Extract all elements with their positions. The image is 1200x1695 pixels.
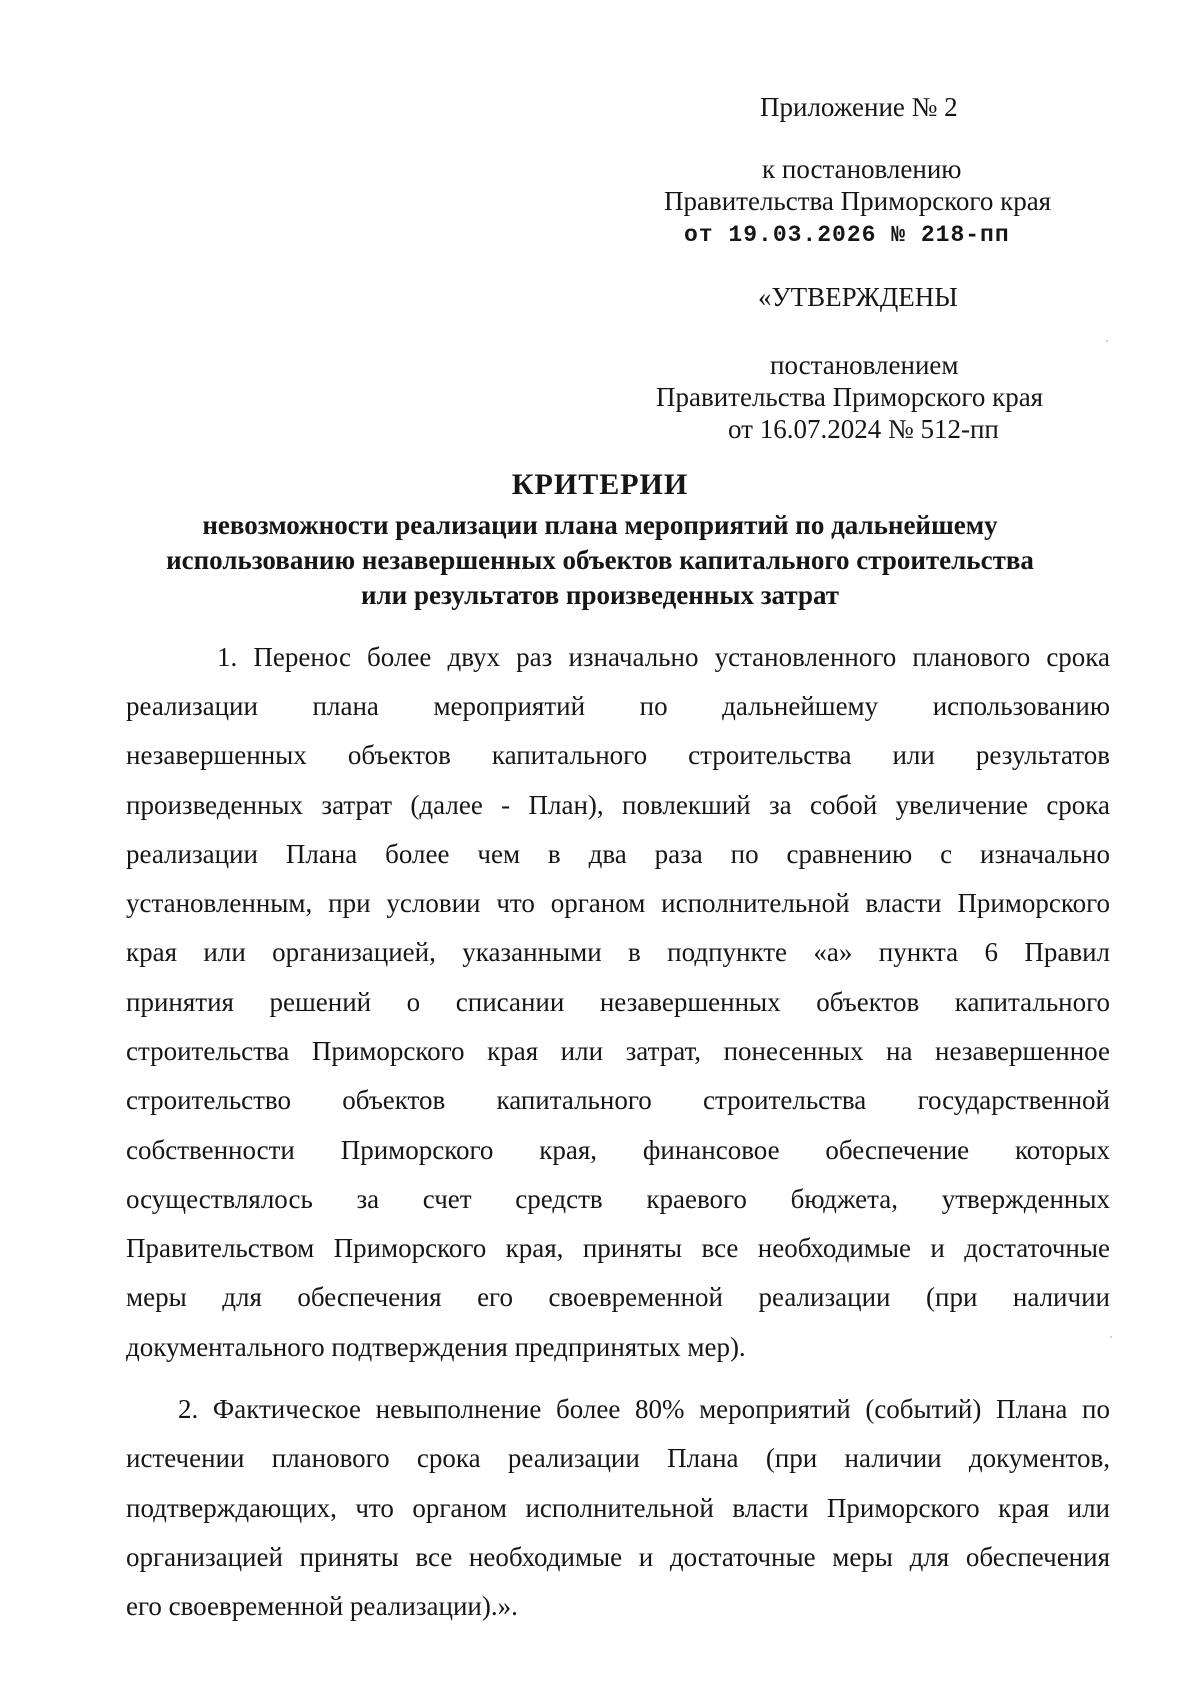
scan-speck <box>1106 340 1108 342</box>
paragraph-1-line: незавершенных объектов капитального строительства или результатов <box>126 740 1110 770</box>
scan-speck <box>1110 1336 1112 1338</box>
document-subtitle-line: или результатов произведенных затрат <box>360 580 840 610</box>
paragraph-1-line: принятия решений о списании незавершенных объектов капитального <box>126 987 1110 1017</box>
paragraph-1-line: 1. Перенос более двух раз изначально установленного планового срока <box>217 642 1110 672</box>
paragraph-1-line: строительство объектов капитального строительства государственной <box>126 1085 1110 1115</box>
paragraph-1-line: края или организацией, указанными в подпункте «а» пункта 6 Правил <box>126 937 1110 967</box>
document-subtitle-line: невозможности реализации плана мероприятий по дальнейшему <box>202 510 998 540</box>
paragraph-2-line: истечении планового срока реализации Плана (при наличии документов, <box>126 1443 1110 1473</box>
approved-label: «УТВЕРЖДЕНЫ <box>758 282 958 312</box>
paragraph-2-line: его своевременной реализации).». <box>126 1591 518 1621</box>
resolution-number-stamp: от 19.03.2026 № 218-пп <box>684 222 1010 248</box>
paragraph-2-line: подтверждающих, что органом исполнительной власти Приморского края или <box>126 1493 1110 1523</box>
paragraph-1-line: Правительством Приморского края, приняты все необходимые и достаточные <box>126 1233 1110 1263</box>
paragraph-1-line: строительства Приморского края или затрат, понесенных на незавершенное <box>126 1036 1110 1066</box>
paragraph-1-line: документального подтверждения предпринятых мер). <box>126 1332 746 1362</box>
approval-date: от 16.07.2024 № 512-пп <box>728 414 999 444</box>
paragraph-1-line: осуществлялось за счет средств краевого бюджета, утвержденных <box>126 1184 1110 1214</box>
paragraph-2-line: 2. Фактическое невыполнение более 80% мероприятий (событий) Плана по <box>178 1394 1110 1424</box>
government-label: Правительства Приморского края <box>664 186 1052 216</box>
paragraph-1-line: реализации Плана более чем в два раза по сравнению с изначально <box>126 839 1110 869</box>
paragraph-1-line: произведенных затрат (далее - План), повлекший за собой увеличение срока <box>126 790 1110 820</box>
appendix-label: Приложение № 2 <box>760 92 958 122</box>
document-title: КРИТЕРИИ <box>511 468 689 501</box>
by-resolution-label: постановлением <box>770 350 959 380</box>
document-subtitle-line: использованию незавершенных объектов капитального строительства <box>166 545 1034 575</box>
paragraph-1-line: меры для обеспечения его своевременной реализации (при наличии <box>126 1282 1110 1312</box>
paragraph-1-line: собственности Приморского края, финансовое обеспечение которых <box>126 1135 1110 1165</box>
government-label-2: Правительства Приморского края <box>656 382 1044 412</box>
paragraph-2-line: организацией приняты все необходимые и достаточные меры для обеспечения <box>126 1542 1110 1572</box>
paragraph-1-line: установленным, при условии что органом исполнительной власти Приморского <box>126 888 1110 918</box>
paragraph-1-line: реализации плана мероприятий по дальнейшему использованию <box>126 691 1110 721</box>
to-resolution-label: к постановлению <box>762 154 962 184</box>
